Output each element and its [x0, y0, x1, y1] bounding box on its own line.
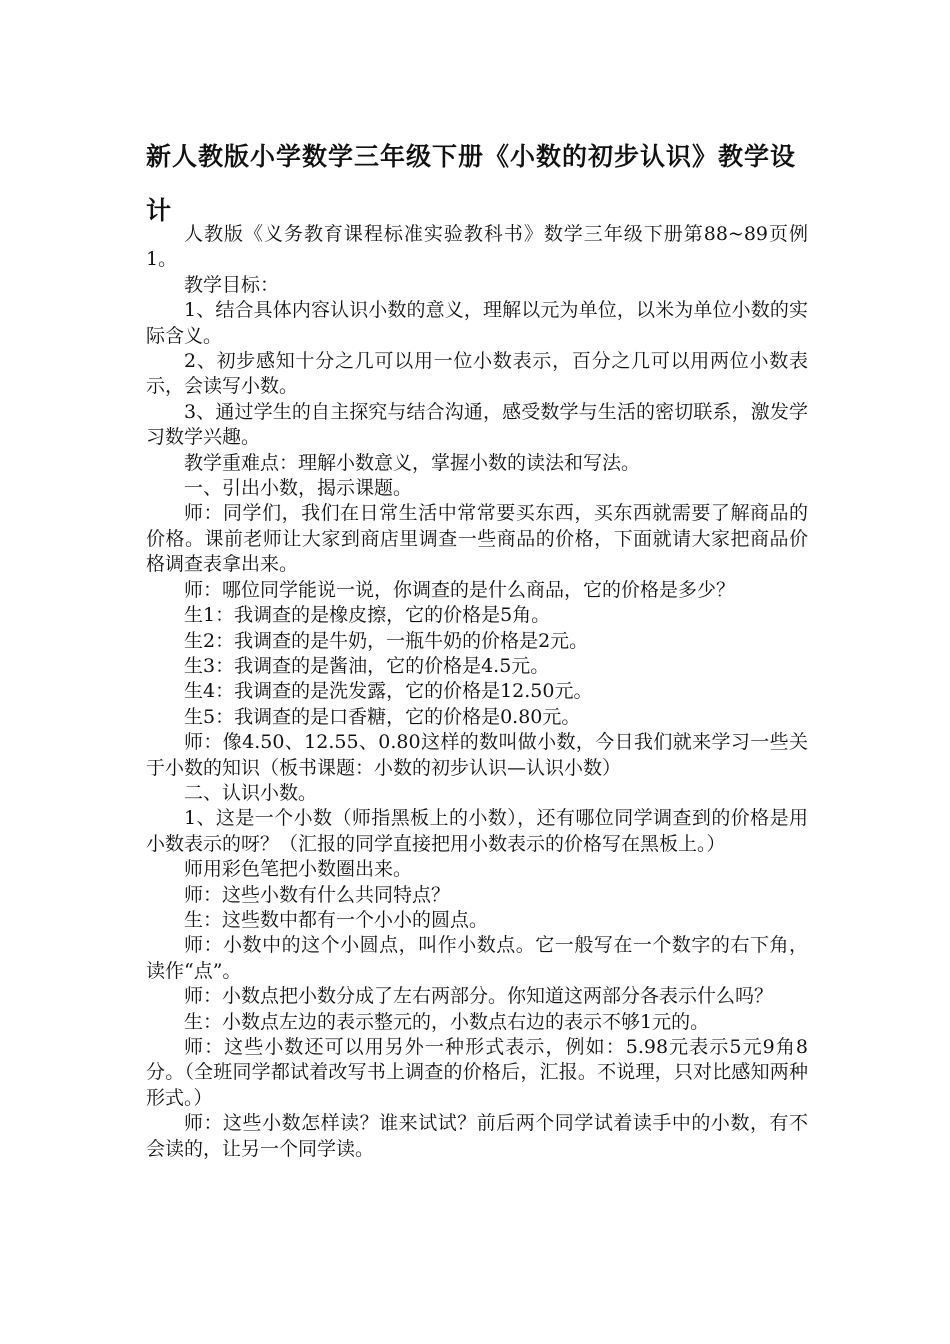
paragraph: 生：小数点左边的表示整元的，小数点右边的表示不够1元的。: [184, 1010, 710, 1033]
paragraph: 2、初步感知十分之几可以用一位小数表示，百分之几可以用两位小数表示，会读写小数。: [146, 350, 808, 398]
document-title: 新人教版小学数学三年级下册《小数的初步认识》教学设计: [146, 142, 797, 225]
paragraph: 师用彩色笔把小数圈出来。: [184, 858, 413, 881]
paragraph: 1、这是一个小数（师指黑板上的小数），还有哪位同学调查到的价格是用小数表示的呀？（汇报的同学直接把用小数表示的价格写在黑板上。）: [146, 807, 808, 855]
paragraph: 3、通过学生的自主探究与结合沟通，感受数学与生活的密切联系，激发学习数学兴趣。: [146, 400, 808, 449]
document-body: [146, 222, 808, 1162]
paragraph: 人教版《义务教育课程标准实验教科书》数学三年级下册第88~89页例1。: [146, 223, 808, 271]
paragraph: 生3：我调查的是酱油，它的价格是4.5元。: [184, 654, 550, 677]
paragraph: 生2：我调查的是牛奶，一瓶牛奶的价格是2元。: [184, 629, 589, 652]
paragraph: 生1：我调查的是橡皮擦，它的价格是5角。: [184, 604, 551, 627]
paragraph: 师：这些小数有什么共同特点？: [184, 883, 451, 906]
paragraph: 生5：我调查的是口香糖，它的价格是0.80元。: [184, 705, 581, 728]
section-heading: 二、认识小数。: [184, 781, 318, 804]
paragraph: 生：这些数中都有一个小小的圆点。: [184, 908, 489, 931]
paragraph: 生4：我调查的是洗发露，它的价格是12.50元。: [184, 680, 593, 703]
paragraph: 师：这些小数还可以用另外一种形式表示，例如：5.98元表示5元9角8分。（全班同学都试着改写书上调查的价格后，汇报。不说理，只对比感知两种形式。）: [146, 1036, 808, 1109]
paragraph: 师：哪位同学能说一说，你调查的是什么商品，它的价格是多少？: [184, 578, 736, 601]
paragraph: 师：同学们，我们在日常生活中常常要买东西，买东西就需要了解商品的价格。课前老师让大家到商店里调查一些商品的价格，下面就请大家把商品价格调查表拿出来。: [146, 502, 808, 576]
paragraph: 师：小数中的这个小圆点，叫作小数点。它一般写在一个数字的右下角，读作“点”。: [146, 934, 808, 982]
paragraph: 师：像4.50、12.55、0.80这样的数叫做小数，今日我们就来学习一些关于小数的知识（板书课题：小数的初步认识—认识小数）: [146, 731, 808, 779]
paragraph: 师：这些小数怎样读？谁来试试？前后两个同学试着读手中的小数，有不会读的，让另一个同学读。: [146, 1112, 808, 1160]
paragraph: 教学重难点：理解小数意义，掌握小数的读法和写法。: [184, 451, 641, 474]
paragraph: 师：小数点把小数分成了左右两部分。你知道这两部分各表示什么吗？: [184, 985, 774, 1008]
paragraph: 1、结合具体内容认识小数的意义，理解以元为单位，以米为单位小数的实际含义。: [146, 299, 808, 347]
section-heading: 一、引出小数，揭示课题。: [184, 477, 413, 500]
paragraph: 教学目标：: [184, 273, 280, 296]
